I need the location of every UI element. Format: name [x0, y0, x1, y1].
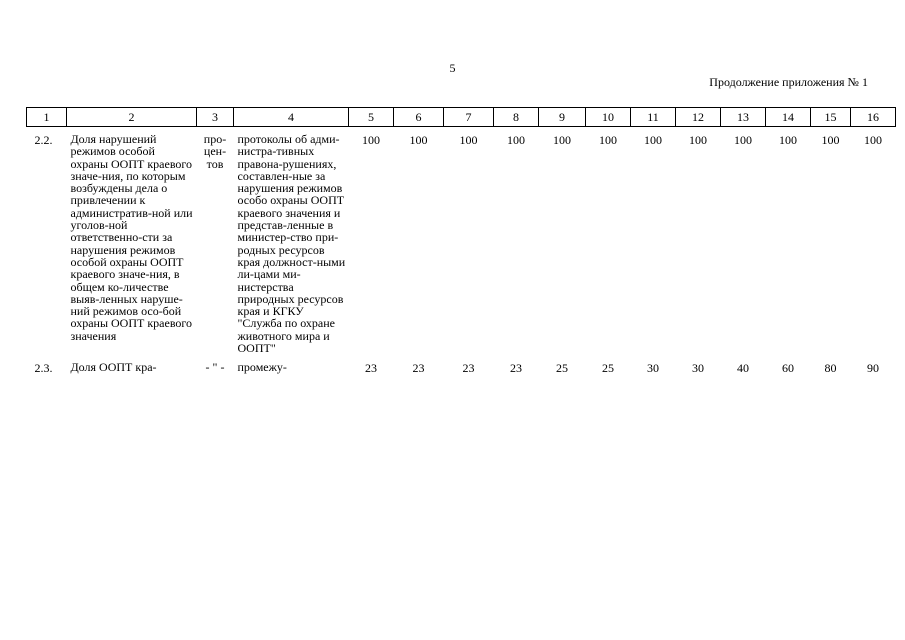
column-header: 15: [811, 108, 851, 127]
table-row: [27, 127, 896, 355]
data-source: промежу-: [237, 360, 287, 375]
column-header: 12: [676, 108, 721, 127]
value-cell: 100: [644, 133, 662, 147]
value-cell: 100: [689, 133, 707, 147]
value-cell: 100: [409, 133, 428, 147]
row-number: 2.3.: [34, 361, 53, 376]
value-cell: 100: [821, 133, 840, 147]
value-cell: 23: [365, 361, 377, 376]
value-cell: 100: [553, 133, 571, 147]
column-header: 16: [851, 108, 896, 127]
column-header: 8: [494, 108, 539, 127]
appendix-continuation-note: Продолжение приложения № 1: [709, 75, 868, 89]
indicator-name: Доля нарушений режимов особой охраны ООПТ краевого значе-ния, по которым возбуждены дела о привлечении к административ-ной или уголов-ной ответственно-сти за нарушения режимов особой охраны ООПТ краевого значе-ния, в общем ко-личестве выяв-ленных наруше-ний режимов осо-бой охраны ООПТ краевого значения: [70, 132, 193, 343]
value-cell: 25: [556, 361, 568, 376]
value-cell: 90: [867, 361, 879, 376]
value-cell: 40: [737, 361, 749, 376]
column-number-header-row: [27, 108, 896, 127]
value-cell: 23: [510, 361, 522, 376]
value-cell: 25: [602, 361, 614, 376]
table-row: [27, 354, 896, 376]
value-cell: 30: [692, 361, 704, 376]
column-header: 13: [721, 108, 766, 127]
value-cell: 100: [507, 133, 525, 147]
value-cell: 100: [459, 133, 478, 147]
data-source: протоколы об адми-нистра-тивных правона-рушениях, составлен-ные за нарушения режимов особо охраны ООПТ краевого значения и представ-ленные в министер-ство при-родных ресурсов края должност-ными ли-цами ми-нистерства природных ресурсов края и КГКУ "Служба по охране животного мира и ООПТ": [237, 132, 346, 356]
page-number: 5: [449, 61, 456, 75]
column-header: 6: [394, 108, 444, 127]
column-header: 3: [197, 108, 234, 127]
value-cell: 100: [599, 133, 617, 147]
row-number: 2.2.: [34, 133, 53, 147]
value-cell: 30: [647, 361, 659, 376]
column-header: 4: [234, 108, 349, 127]
indicator-name: Доля ООПТ кра-: [70, 360, 157, 375]
unit-of-measure: - " -: [205, 360, 225, 375]
value-cell: 23: [462, 361, 475, 376]
value-cell: 100: [362, 133, 380, 147]
column-header: 1: [27, 108, 67, 127]
value-cell: 23: [412, 361, 425, 376]
column-header: 10: [586, 108, 631, 127]
value-cell: 80: [824, 361, 837, 376]
unit-of-measure: про-цен-тов: [203, 132, 227, 171]
column-header: 5: [349, 108, 394, 127]
column-header: 14: [766, 108, 811, 127]
indicators-table: [26, 107, 896, 376]
column-header: 11: [631, 108, 676, 127]
value-cell: 100: [734, 133, 752, 147]
column-header: 7: [444, 108, 494, 127]
column-header: 2: [67, 108, 197, 127]
value-cell: 100: [864, 133, 882, 147]
value-cell: 60: [782, 361, 794, 376]
value-cell: 100: [779, 133, 797, 147]
column-header: 9: [539, 108, 586, 127]
